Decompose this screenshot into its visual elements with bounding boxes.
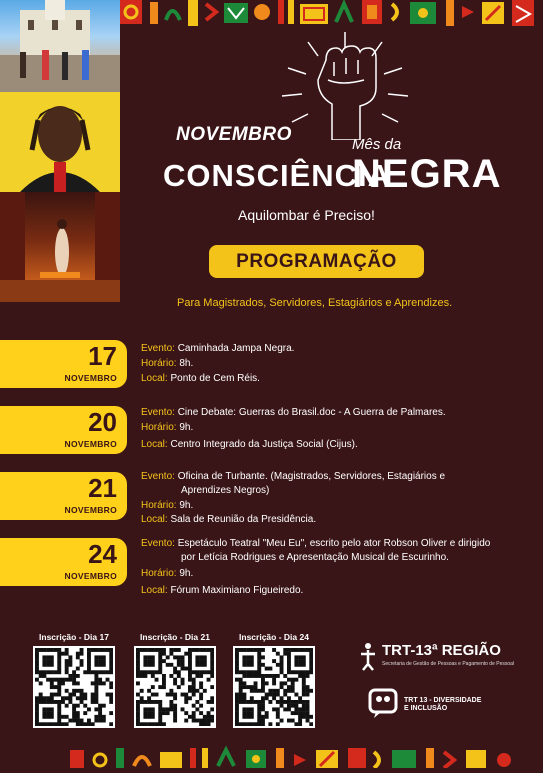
event-location bbox=[141, 439, 358, 450]
diversidade-logo bbox=[368, 688, 498, 722]
event-location-text: Sala de Reunião da Presidência. bbox=[170, 514, 317, 525]
date-month: NOVEMBRO bbox=[64, 373, 117, 383]
qr-label: Inscrição - Dia 24 bbox=[239, 632, 309, 642]
event-time bbox=[141, 568, 193, 579]
photo-stage-graphic bbox=[0, 192, 120, 302]
local-label: Local: bbox=[141, 373, 168, 384]
photo-man-portrait bbox=[0, 92, 120, 192]
evento-label: Evento: bbox=[141, 471, 175, 482]
event-location bbox=[141, 585, 303, 596]
horario-label: Horário: bbox=[141, 500, 177, 511]
qr-label: Inscrição - Dia 17 bbox=[39, 632, 109, 642]
date-month: NOVEMBRO bbox=[64, 505, 117, 515]
diversidade-text bbox=[404, 697, 481, 713]
evento-label: Evento: bbox=[141, 343, 175, 354]
event-time bbox=[141, 358, 193, 369]
date-badge bbox=[0, 406, 127, 454]
event-name-continued: Aprendizes Negros) bbox=[181, 485, 270, 496]
diversidade-line-1: TRT 13 - DIVERSIDADE bbox=[404, 697, 482, 704]
trt-name: TRT-13ª REGIÃO bbox=[382, 642, 501, 659]
date-month: NOVEMBRO bbox=[64, 571, 117, 581]
trt-subtitle: Secretaria de Gestão de Pessoas e Pagamento de Pessoal bbox=[382, 661, 515, 667]
event-name bbox=[141, 343, 294, 354]
audience-note: Para Magistrados, Servidores, Estagiários e Aprendizes. bbox=[177, 297, 453, 309]
event-name-text: Cine Debate: Guerras do Brasil.doc - A Guerra de Palmares. bbox=[177, 407, 446, 418]
registration-qr-24[interactable] bbox=[233, 632, 315, 728]
event-time-text: 8h. bbox=[179, 358, 194, 369]
date-day: 17 bbox=[88, 341, 117, 371]
photo-theater-stage bbox=[0, 192, 120, 302]
raised-fist-graphic bbox=[270, 30, 420, 140]
horario-label: Horário: bbox=[141, 568, 177, 579]
raised-fist-icon bbox=[270, 30, 420, 140]
evento-label: Evento: bbox=[141, 407, 175, 418]
event-location-text: Centro Integrado da Justiça Social (Cijus). bbox=[170, 439, 358, 450]
photo-city-graphic bbox=[0, 0, 120, 92]
horario-label: Horário: bbox=[141, 422, 177, 433]
event-name-text: Oficina de Turbante. (Magistrados, Servidores, Estagiários e bbox=[177, 471, 446, 482]
programacao-badge: PROGRAMAÇÃO bbox=[209, 245, 424, 278]
photo-city-street bbox=[0, 0, 120, 92]
top-pattern-band bbox=[120, 0, 543, 28]
registration-qr-21[interactable] bbox=[134, 632, 216, 728]
local-label: Local: bbox=[141, 585, 168, 596]
horario-label: Horário: bbox=[141, 358, 177, 369]
title-consciencia: CONSCIÊNCIA bbox=[163, 158, 392, 193]
trt-logo bbox=[358, 640, 515, 676]
diversidade-line-2: E INCLUSÃO bbox=[404, 705, 448, 712]
evento-label: Evento: bbox=[141, 538, 175, 549]
date-badge bbox=[0, 340, 127, 388]
bottom-pattern-band bbox=[0, 744, 543, 768]
event-time bbox=[141, 500, 193, 511]
event-name-text: Caminhada Jampa Negra. bbox=[177, 343, 295, 354]
qr-code-icon[interactable] bbox=[134, 646, 216, 728]
event-name-text: Espetáculo Teatral "Meu Eu", escrito pelo ator Robson Oliver e dirigido bbox=[177, 538, 491, 549]
event-time-text: 9h. bbox=[179, 500, 194, 511]
event-location-text: Ponto de Cem Réis. bbox=[170, 373, 260, 384]
event-time bbox=[141, 422, 193, 433]
photo-portrait-graphic bbox=[0, 92, 120, 192]
date-day: 21 bbox=[88, 473, 117, 503]
title-negra: NEGRA bbox=[352, 152, 502, 196]
event-time-text: 9h. bbox=[179, 422, 194, 433]
date-day: 24 bbox=[88, 539, 117, 569]
qr-code-icon[interactable] bbox=[233, 646, 315, 728]
date-badge bbox=[0, 472, 127, 520]
event-location bbox=[141, 514, 316, 525]
event-name bbox=[141, 538, 490, 549]
date-badge bbox=[0, 538, 127, 586]
event-name bbox=[141, 407, 446, 418]
registration-qr-17[interactable] bbox=[33, 632, 115, 728]
event-name bbox=[141, 471, 445, 482]
pattern-band-graphic bbox=[120, 0, 543, 28]
event-location bbox=[141, 373, 260, 384]
trt-logo-icon bbox=[358, 642, 378, 672]
event-time-text: 9h. bbox=[179, 568, 194, 579]
title-novembro: NOVEMBRO bbox=[176, 124, 292, 145]
local-label: Local: bbox=[141, 439, 168, 450]
event-name-continued: por Letícia Rodrigues e Apresentação Musical de Escurinho. bbox=[181, 552, 449, 563]
date-month: NOVEMBRO bbox=[64, 439, 117, 449]
local-label: Local: bbox=[141, 514, 168, 525]
event-location-text: Fórum Maximiano Figueiredo. bbox=[170, 585, 304, 596]
title-mes-da: Mês da bbox=[352, 136, 402, 153]
pattern-band-graphic bbox=[0, 744, 543, 768]
diversidade-logo-icon bbox=[368, 688, 398, 720]
qr-label: Inscrição - Dia 21 bbox=[140, 632, 210, 642]
date-day: 20 bbox=[88, 407, 117, 437]
qr-code-icon[interactable] bbox=[33, 646, 115, 728]
subtitle: Aquilombar é Preciso! bbox=[238, 207, 375, 223]
